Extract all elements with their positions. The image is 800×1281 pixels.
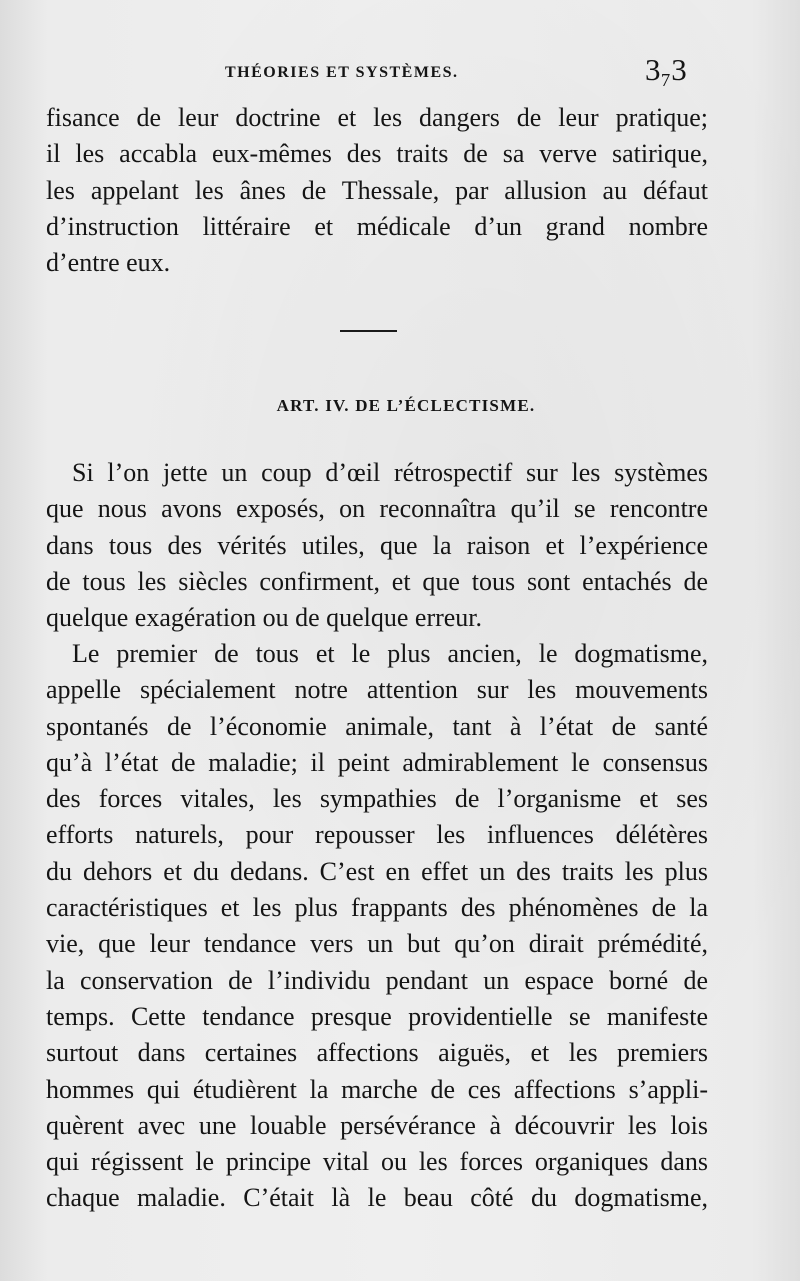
text-line: quelque exagération ou de quelque erreur.: [46, 603, 483, 633]
text-line: la conservation de l’individu pendant un espace borné de: [46, 965, 708, 995]
text-line: d’instruction littéraire et médicale d’un grand nombre: [46, 211, 708, 241]
text-line: qu’à l’état de maladie; il peint admirablement le consensus: [46, 747, 708, 777]
text-line: vie, que leur tendance vers un but qu’on dirait prémédité,: [46, 929, 708, 959]
section-divider: [340, 330, 397, 332]
text-line: quèrent avec une louable persévérance à découvrir les lois: [46, 1110, 708, 1140]
section-heading-text: ART. IV. DE L’ÉCLECTISME.: [276, 396, 536, 415]
page-number: 3₇3: [645, 52, 687, 87]
text-line: chaque maladie. C’était là le beau côté du dogmatisme,: [46, 1183, 708, 1213]
text-line: que nous avons exposés, on reconnaîtra qu’il se rencontre: [46, 494, 708, 524]
running-title: THÉORIES ET SYSTÈMES.: [225, 64, 459, 81]
text-line: il les accabla eux-mêmes des traits de sa verve satirique,: [46, 139, 708, 169]
text-line: spontanés de l’économie animale, tant à l’état de santé: [46, 711, 708, 741]
text-line: fisance de leur doctrine et les dangers de leur pratique;: [46, 103, 708, 132]
text-line: appelle spécialement notre attention sur les mouvements: [46, 675, 708, 705]
text-line: efforts naturels, pour repousser les influences délétères: [46, 820, 708, 850]
text-line: temps. Cette tendance presque providentielle se manifeste: [46, 1001, 708, 1031]
text-line: dans tous des vérités utiles, que la raison et l’expérience: [46, 530, 708, 560]
paragraph-2: [46, 636, 708, 1217]
text-line: qui régissent le principe vital ou les forces organiques dans: [46, 1147, 708, 1177]
text-line: les appelant les ânes de Thessale, par allusion au défaut: [46, 175, 708, 205]
paragraph-1: [46, 455, 708, 636]
text-line: d’entre eux.: [46, 248, 171, 278]
text-line: Si l’on jette un coup d’œil rétrospectif sur les systèmes: [72, 458, 708, 487]
text-line: hommes qui étudièrent la marche de ces affections s’appli-: [46, 1074, 708, 1104]
section-heading: [0, 396, 800, 416]
text-line: surtout dans certaines affections aiguës, et les premiers: [46, 1038, 708, 1068]
text-line: de tous les siècles confirment, et que tous sont entachés de: [46, 566, 708, 596]
intro-text: [46, 100, 708, 281]
text-line: des forces vitales, les sympathies de l’organisme et ses: [46, 784, 708, 814]
text-line: du dehors et du dedans. C’est en effet un des traits les plus: [46, 856, 708, 886]
text-line: Le premier de tous et le plus ancien, le dogmatisme,: [72, 639, 708, 668]
text-line: caractéristiques et les plus frappants des phénomènes de la: [46, 893, 708, 923]
